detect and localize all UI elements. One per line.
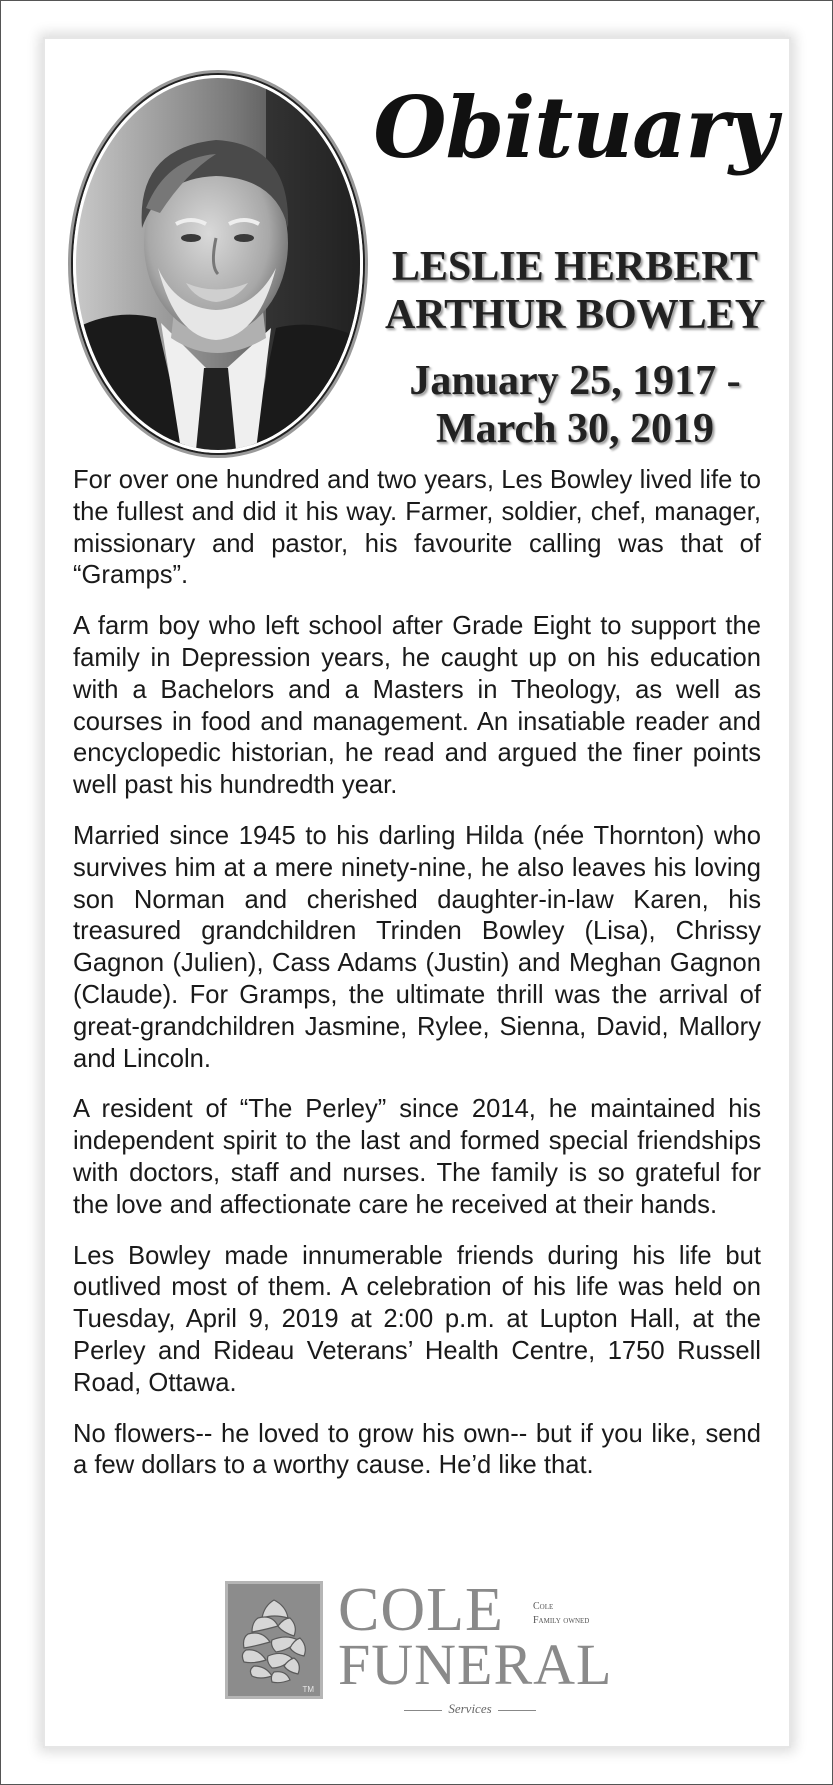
logo-services-label: Services xyxy=(448,1701,492,1716)
paragraph-6: No flowers-- he loved to grow his own-- but if you like, send a few dollars to a worthy cause. He’d like that. xyxy=(73,1419,761,1480)
logo-tagline-line-2: Family owned xyxy=(533,1615,590,1626)
logo-services xyxy=(395,1701,545,1717)
logo-tagline-line-1: Cole xyxy=(533,1601,554,1612)
obituary-heading: Obituary xyxy=(373,78,777,177)
dates-line-1: January 25, 1917 - xyxy=(409,358,741,404)
paragraph-2: A farm boy who left school after Grade Eight to support the family in Depression years, he caught up on his education with a Bachelors and a Masters in Theology, as well as courses in food and management. An insatiable reader and encyclopedic historian, he read and argued the finer points well past his hundredth year. xyxy=(73,612,761,800)
deceased-name xyxy=(345,243,805,339)
logo-word-cole: COLE xyxy=(338,1576,504,1644)
logo-word-funeral: FUNERAL xyxy=(338,1632,613,1697)
life-dates xyxy=(345,357,805,453)
paragraph-3: Married since 1945 to his darling Hilda (née Thornton) who survives him at a mere ninety-nine, he also leaves his loving son Norman and cherished daughter-in-law Karen, his treasured grandchildren Trinden Bowley (Lisa), Chrissy Gagnon (Julien), Cass Adams (Justin) and Meghan Gagnon (Claude). For Gramps, the ultimate thrill was the arrival of great-grandchildren Jasmine, Rylee, Sienna, David, Mallory and Lincoln. xyxy=(73,821,761,1073)
name-line-1: LESLIE HERBERT xyxy=(391,244,759,290)
pinecone-icon xyxy=(225,1581,323,1699)
logo-tagline xyxy=(533,1600,589,1628)
divider-right xyxy=(498,1710,536,1711)
paragraph-1: For over one hundred and two years, Les Bowley lived life to the fullest and did it his way. Farmer, soldier, chef, manager, missionary and pastor, his favourite calling was that of “Gramps”. xyxy=(73,466,761,590)
portrait-photo xyxy=(73,75,363,453)
paragraph-4: A resident of “The Perley” since 2014, he maintained his independent spirit to the last and formed special friendships with doctors, staff and nurses. The family is so grateful for the love and affectionate care he received at their hands. xyxy=(73,1095,761,1219)
divider-left xyxy=(404,1710,442,1711)
pinecone-graphic xyxy=(228,1584,320,1696)
dates-line-2: March 30, 2019 xyxy=(435,406,715,452)
paragraph-5: Les Bowley made innumerable friends during his life but outlived most of them. A celebration of his life was held on Tuesday, April 9, 2019 at 2:00 p.m. at Lupton Hall, at the Perley and Rideau Veterans’ Health Centre, 1750 Russell Road, Ottawa. xyxy=(73,1241,761,1397)
name-line-2: ARTHUR BOWLEY xyxy=(384,292,766,338)
trademark-mark: TM xyxy=(302,1685,314,1694)
obituary-panel xyxy=(45,39,789,1746)
portrait-image xyxy=(76,78,360,450)
obituary-text xyxy=(73,465,761,1501)
